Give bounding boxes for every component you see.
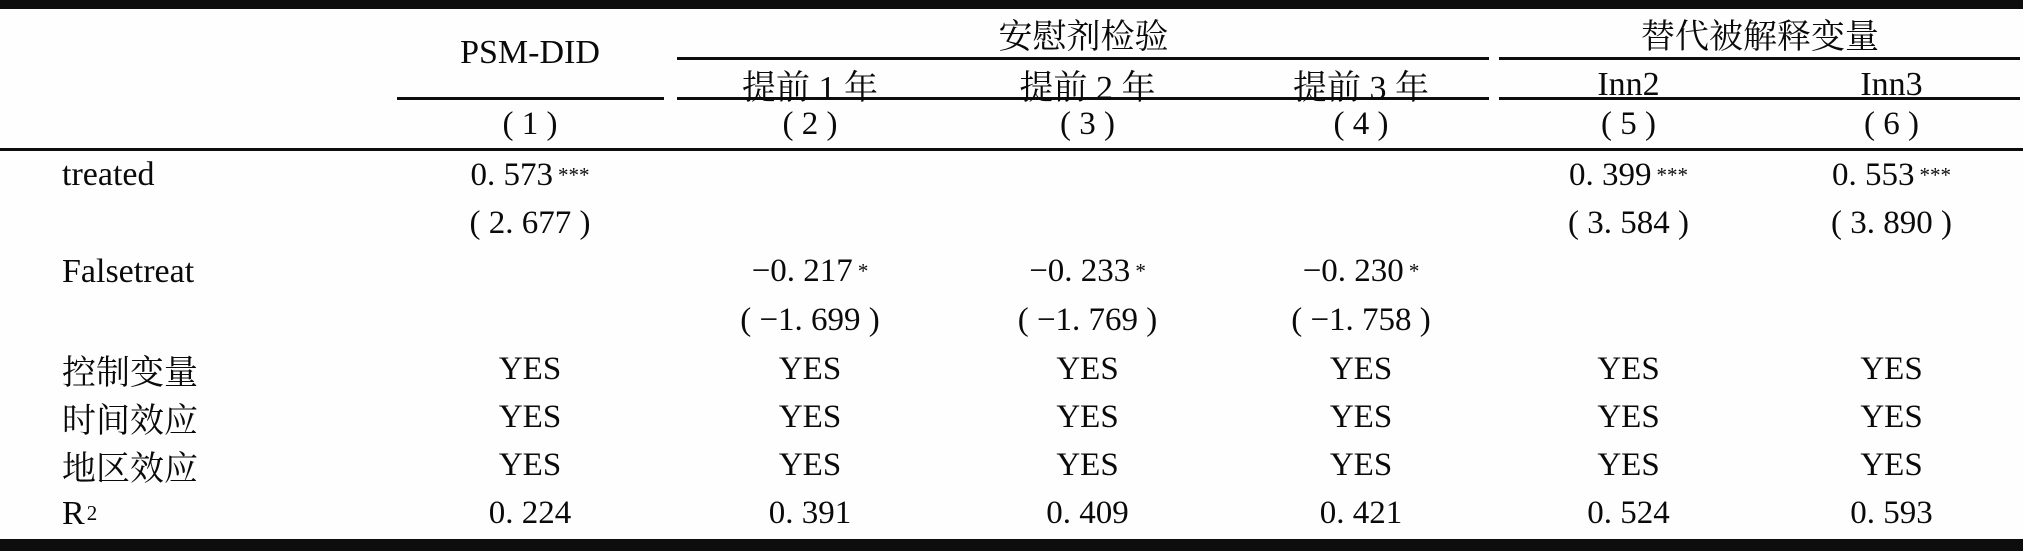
table-cell: YES <box>1597 350 1660 387</box>
table-cell: YES <box>498 350 562 387</box>
row-label: treated <box>62 156 155 194</box>
column-group-alt-dependent-var: 替代被解释变量 <box>1641 19 1879 56</box>
table-cell <box>1497 248 1760 296</box>
table-cell <box>1497 296 1760 344</box>
table-cell: 0. 573 *** <box>470 156 590 193</box>
table-cell: YES <box>1597 447 1660 484</box>
table-cell <box>950 199 1225 247</box>
row-label <box>0 199 390 247</box>
table-cell: 0. 553 *** <box>1832 156 1951 193</box>
column-header-lead-3-year: 提前 3 年 <box>1293 70 1429 107</box>
table-row-falsetreat-tstat <box>0 296 2023 344</box>
table-row-time-effects <box>0 393 2023 441</box>
table-cell: YES <box>1329 447 1393 484</box>
table-cell: 0. 593 <box>1850 495 1933 532</box>
table-row-treated-tstat <box>0 199 2023 247</box>
table-cell: YES <box>778 447 842 484</box>
table-cell: YES <box>1329 350 1393 387</box>
column-number-4: ( 4 ) <box>1333 105 1389 142</box>
table-cell: YES <box>778 350 842 387</box>
table-cell: −0. 233 * <box>1029 253 1146 290</box>
column-header-lead-2-year: 提前 2 年 <box>1019 70 1156 107</box>
table-cell <box>1225 151 1497 199</box>
table-cell: −0. 217 * <box>751 253 869 290</box>
column-number-6: ( 6 ) <box>1864 105 1919 142</box>
table-row-r-squared <box>0 490 2023 538</box>
row-label: R 2 <box>62 494 98 532</box>
column-group-placebo-test: 安慰剂检验 <box>998 19 1169 56</box>
table-cell: YES <box>1056 447 1119 484</box>
column-header-inn3: Inn3 <box>1860 65 1923 103</box>
table-cell <box>390 248 670 296</box>
table-cell <box>1760 296 2023 344</box>
row-label: 时间效应 <box>62 402 198 440</box>
column-number-3: ( 3 ) <box>1060 105 1115 142</box>
column-header-inn2: Inn2 <box>1597 65 1660 103</box>
table-cell: YES <box>498 447 562 484</box>
table-cell: YES <box>1329 398 1393 435</box>
table-cell: YES <box>1056 398 1119 435</box>
header-number-row <box>0 100 2023 148</box>
table-cell <box>950 151 1225 199</box>
column-header-psm-did: PSM-DID <box>460 34 600 71</box>
table-row-region-effects <box>0 441 2023 489</box>
table-cell: 0. 421 <box>1319 495 1403 532</box>
header-sub-row <box>0 60 2023 107</box>
table-row-treated-coef <box>0 151 2023 199</box>
table-top-rule <box>0 0 2023 9</box>
table-row-control-vars <box>0 345 2023 393</box>
table-cell: YES <box>1597 398 1660 435</box>
table-cell <box>670 151 950 199</box>
table-cell: 0. 409 <box>1046 495 1129 532</box>
table-cell <box>1760 248 2023 296</box>
column-number-1: ( 1 ) <box>502 105 558 142</box>
table-cell: ( 3. 584 ) <box>1568 205 1689 242</box>
table-body <box>0 151 2023 538</box>
row-label <box>0 296 390 344</box>
table-cell: YES <box>1860 350 1923 387</box>
table-cell <box>1225 199 1497 247</box>
row-label: 地区效应 <box>62 451 198 489</box>
table-cell: ( 3. 890 ) <box>1831 205 1952 242</box>
table-cell: YES <box>1056 350 1119 387</box>
table-cell: YES <box>1860 447 1923 484</box>
column-number-2: ( 2 ) <box>782 105 838 142</box>
table-cell: 0. 391 <box>768 495 852 532</box>
table-cell: YES <box>1860 398 1923 435</box>
row-label: 控制变量 <box>62 354 198 392</box>
table-cell: ( −1. 699 ) <box>740 301 880 338</box>
table-cell: YES <box>498 398 562 435</box>
table-row-falsetreat-coef <box>0 248 2023 296</box>
table-cell: −0. 230 * <box>1302 253 1420 290</box>
row-label: Falsetreat <box>62 252 195 290</box>
table-cell: ( −1. 758 ) <box>1291 301 1431 338</box>
table-cell: 0. 524 <box>1587 495 1670 532</box>
table-cell: ( 2. 677 ) <box>469 205 591 242</box>
table-cell: ( −1. 769 ) <box>1017 301 1158 338</box>
column-header-lead-1-year: 提前 1 年 <box>742 70 878 107</box>
table-cell <box>390 296 670 344</box>
table-bottom-rule <box>0 539 2023 551</box>
table-cell: 0. 399 *** <box>1569 156 1688 193</box>
header-group-row <box>0 9 2023 57</box>
table-cell: 0. 224 <box>488 495 572 532</box>
column-number-5: ( 5 ) <box>1601 105 1656 142</box>
table-cell <box>670 199 950 247</box>
table-cell: YES <box>778 398 842 435</box>
